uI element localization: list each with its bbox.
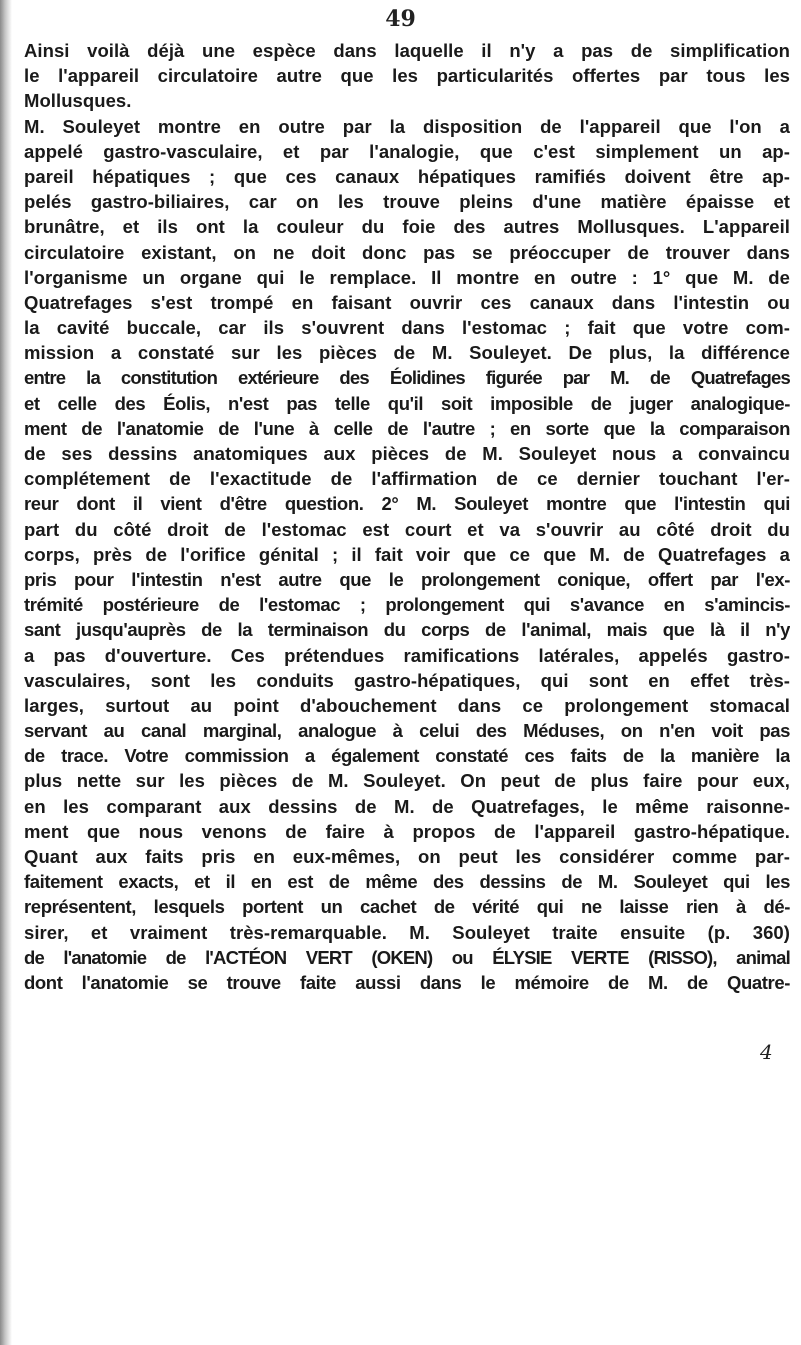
text-line: servant au canal marginal, analogue à celui des Méduses, on n'en voit pas	[24, 720, 790, 742]
text-line: dont l'anatomie se trouve faite aussi dans le mémoire de M. de Quatre-	[24, 971, 790, 993]
body-text	[24, 38, 790, 995]
text-line: plus nette sur les pièces de M. Souleyet. On peut de plus faire pour eux,	[24, 770, 790, 792]
text-line: larges, surtout au point d'abouchement dans ce prolongement stomacal	[24, 694, 790, 716]
text-line: l'organisme un organe qui le remplace. Il montre en outre : 1° que M. de	[24, 266, 790, 288]
text-line: de trace. Votre commission a également constaté ces faits de la manière la	[24, 745, 790, 767]
text-line: pris pour l'intestin n'est autre que le prolongement conique, offert par l'ex-	[24, 568, 790, 590]
text-line: vasculaires, sont les conduits gastro-hépatiques, qui sont en effet très-	[24, 669, 790, 691]
text-line: la cavité buccale, car ils s'ouvrent dans l'estomac ; fait que votre com-	[24, 317, 790, 339]
text-line: de l'anatomie de l'ACTÉON VERT (OKEN) ou ÉLYSIE VERTE (RISSO), animal	[24, 946, 790, 968]
text-line: en les comparant aux dessins de M. de Quatrefages, le même raisonne-	[24, 795, 790, 817]
text-line: appelé gastro-vasculaire, et par l'analogie, que c'est simplement un ap-	[24, 140, 790, 162]
text-line: entre la constitution extérieure des Éolidines figurée par M. de Quatrefages	[24, 367, 790, 389]
text-line: le l'appareil circulatoire autre que les particularités offertes par tous les	[24, 65, 790, 87]
text-line: complétement de l'exactitude de l'affirmation de ce dernier touchant l'er-	[24, 468, 790, 490]
text-line: représentent, lesquels portent un cachet de vérité qui ne laisse rien à dé-	[24, 896, 790, 918]
text-line: circulatoire existant, on ne doit donc pas se préoccuper de trouver dans	[24, 241, 790, 263]
text-line: de ses dessins anatomiques aux pièces de M. Souleyet nous a convaincu	[24, 443, 790, 464]
binding-shadow	[0, 0, 12, 1345]
text-line: brunâtre, et ils ont la couleur du foie des autres Mollusques. L'appareil	[24, 216, 790, 238]
text-line: reur dont il vient d'être question. 2° M. Souleyet montre que l'intestin qui	[24, 493, 790, 515]
text-line: Quant aux faits pris en eux-mêmes, on peut les considérer comme par-	[24, 846, 790, 867]
text-line: part du côté droit de l'estomac est court et va s'ouvrir au côté droit du	[24, 518, 790, 540]
text-line: ment de l'anatomie de l'une à celle de l'autre ; en sorte que la comparaison	[24, 417, 790, 439]
text-line: Ainsi voilà déjà une espèce dans laquelle il n'y a pas de simplification	[24, 40, 790, 61]
text-line: a pas d'ouverture. Ces prétendues ramifications latérales, appelés gastro-	[24, 644, 790, 666]
text-line: trémité postérieure de l'estomac ; prolongement qui s'avance en s'amincis-	[24, 594, 790, 616]
text-line: et celle des Éolis, n'est pas telle qu'il soit imposible de juger analogique-	[24, 392, 790, 414]
page-number: 49	[385, 6, 416, 32]
text-line: sirer, et vraiment très-remarquable. M. Souleyet traite ensuite (p. 360)	[24, 921, 790, 943]
text-line: mission a constaté sur les pièces de M. Souleyet. De plus, la différence	[24, 342, 790, 364]
text-line: pareil hépatiques ; que ces canaux hépatiques ramifiés doivent être ap-	[24, 165, 790, 187]
signature-mark: 4	[760, 1040, 773, 1064]
text-line: sant jusqu'auprès de la terminaison du corps de l'animal, mais que là il n'y	[24, 619, 790, 641]
text-line: faitement exacts, et il en est de même des dessins de M. Souleyet qui les	[24, 871, 790, 893]
text-line: Mollusques.	[24, 90, 132, 112]
text-line: Quatrefages s'est trompé en faisant ouvrir ces canaux dans l'intestin ou	[24, 291, 790, 313]
text-line: M. Souleyet montre en outre par la disposition de l'appareil que l'on a	[24, 115, 790, 137]
text-line: ment que nous venons de faire à propos de l'appareil gastro-hépatique.	[24, 820, 790, 842]
text-line: pelés gastro-biliaires, car on les trouve pleins d'une matière épaisse et	[24, 191, 790, 213]
text-line: corps, près de l'orifice génital ; il fait voir que ce que M. de Quatrefages a	[24, 543, 790, 565]
